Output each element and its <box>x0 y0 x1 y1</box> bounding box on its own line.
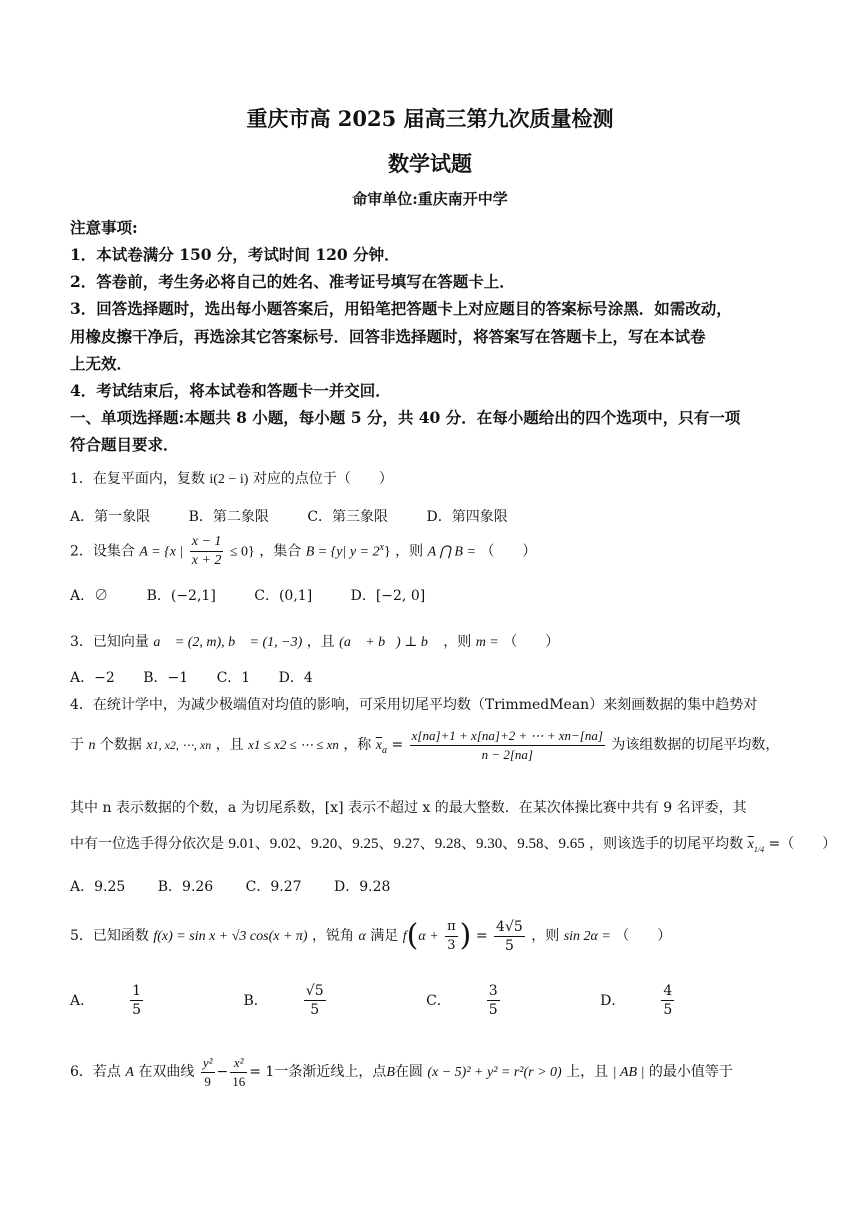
option-c-numerator: 3 <box>488 983 498 999</box>
option-c[interactable]: C．第三象限 <box>307 509 389 525</box>
equals-sign: = <box>391 737 404 753</box>
question-6-text: 的最小值等于 <box>648 1064 733 1080</box>
question-1-stem-end: 对应的点位于（ ） <box>252 471 393 487</box>
y-squared: y² <box>201 1054 215 1073</box>
question-4-line-4 <box>70 832 836 854</box>
value-numerator: 4√5 <box>496 918 523 935</box>
point-a: A <box>125 1065 134 1080</box>
option-d[interactable]: D．9.28 <box>334 879 391 895</box>
function-symbol: f <box>402 929 407 944</box>
fraction-denominator: x + 2 <box>191 553 222 569</box>
question-5-ask: sin 2α = <box>563 929 611 944</box>
hyperbola-rhs: = 1 <box>249 1064 275 1080</box>
note-3-line-3: 上无效． <box>70 354 133 373</box>
option-a[interactable]: A．−2 <box>70 670 115 686</box>
pi-denominator: 3 <box>447 937 456 953</box>
minus-sign: − <box>216 1064 229 1080</box>
section-1-heading-line-1: 一、单项选择题:本题共 8 小题，每小题 5 分，共 40 分．在每小题给出的四个选项中，只有一项 <box>70 408 741 427</box>
option-c[interactable]: C．(0,1] <box>254 588 313 604</box>
option-d[interactable]: D．第四象限 <box>426 509 508 525</box>
option-b-denominator: 5 <box>310 1002 320 1018</box>
option-b[interactable] <box>244 982 394 1019</box>
value-fraction <box>494 918 525 955</box>
question-4-text: 于 <box>70 737 84 753</box>
option-a[interactable]: A．第一象限 <box>70 509 151 525</box>
question-5-paren: （ ） <box>615 928 672 944</box>
equals-sign: = <box>475 928 488 944</box>
set-a-lhs: A = {x | <box>139 544 184 560</box>
question-4-line-2 <box>70 726 779 770</box>
question-2 <box>70 530 536 571</box>
question-6-text: 上，且 <box>566 1064 609 1080</box>
question-3-options <box>70 667 347 687</box>
question-4-text: ，则该选手的切尾平均数 <box>589 836 744 852</box>
note-1: 1．本试卷满分 150 分，考试时间 120 分钟． <box>70 245 400 264</box>
option-c[interactable]: C．9.27 <box>245 879 302 895</box>
option-b-numerator: √5 <box>305 983 324 999</box>
trimmed-mean-symbol: $\overline{x}$ <box>375 738 382 753</box>
denominator-9: 9 <box>204 1073 211 1089</box>
question-4-line-1: 4．在统计学中，为减少极端值对均值的影响，可采用切尾平均数（TrimmedMean）来刻画数据的集中趋势对 <box>70 697 758 713</box>
question-4-text: 为该组数据的切尾平均数， <box>611 737 780 753</box>
exam-subtitle: 数学试题 <box>388 151 472 176</box>
scores-list: 9.01、9.02、9.20、9.25、9.27、9.28、9.30、9.58、9.65 <box>228 836 585 852</box>
question-5-options <box>70 982 776 1019</box>
question-4-text: ，且 <box>215 737 244 753</box>
question-6-text: 在圆 <box>394 1064 423 1080</box>
fraction-numerator: x − 1 <box>190 533 224 552</box>
circle-equation: (x − 5)² + y² = r²(r > 0) <box>427 1065 562 1080</box>
formula-numerator: x[na]+1 + x[na]+2 + ⋯ + xn−[na] <box>410 727 605 746</box>
option-b[interactable]: B．(−2,1] <box>146 588 216 604</box>
trimmed-mean-formula <box>410 727 605 764</box>
function-argument: α + <box>418 929 439 944</box>
value-denominator: 5 <box>504 937 514 954</box>
question-3-stem: 3．已知向量 <box>70 634 149 650</box>
distance-ab: | AB | <box>612 1065 645 1080</box>
option-b[interactable]: B．第二象限 <box>188 509 269 525</box>
question-4-options <box>70 876 424 896</box>
set-b-end: } <box>383 544 391 560</box>
question-2-stem: 2．设集合 <box>70 543 135 560</box>
set-b-exponent: x <box>379 542 384 553</box>
question-2-options <box>70 585 459 605</box>
note-2: 2．答卷前，考生务必将自己的姓名、准考证号填写在答题卡上． <box>70 272 515 291</box>
set-b: B = {y| y = 2 <box>305 544 380 560</box>
vectors: a⃗ = (2, m), b⃗ = (1, −3) <box>153 635 303 650</box>
set-a-rhs: ≤ 0} <box>229 544 255 560</box>
option-a[interactable]: A．9.25 <box>70 879 126 895</box>
option-a[interactable] <box>70 982 211 1019</box>
set-a-fraction <box>190 533 224 570</box>
question-5: 5．已知函数 f(x) = sin x + √3 cos(x + π) ，锐角 α 满足 f(α + $\frac{\pi}{3}$ ) = $\frac{4√5}{5}$ ，则 sin 2α = （ ） <box>70 918 672 954</box>
x-squared: x² <box>230 1054 247 1073</box>
question-3-mid: ，且 <box>306 634 335 650</box>
question-4-text: ，称 <box>343 737 372 753</box>
question-2-mid: ，集合 <box>259 543 302 560</box>
exam-author: 命审单位:重庆南开中学 <box>352 190 508 208</box>
question-6-text: 一条渐近线上，点 <box>274 1064 387 1080</box>
question-1-stem: 1．在复平面内，复数 <box>70 471 205 487</box>
option-a-label: A． <box>70 992 95 1009</box>
option-c-denominator: 5 <box>488 1002 498 1018</box>
option-d-denominator: 5 <box>663 1002 673 1018</box>
option-d[interactable]: D．4 <box>278 670 313 686</box>
ordering-inequality: x1 ≤ x2 ≤ ⋯ ≤ xn <box>248 737 339 752</box>
question-5-text: 满足 <box>370 928 399 944</box>
question-1-expression: i(2 − i) <box>209 472 249 487</box>
pi-over-three <box>445 918 458 955</box>
note-4: 4．考试结束后，将本试卷和答题卡一并交回． <box>70 381 391 400</box>
question-3-post: ，则 <box>443 634 472 650</box>
trimmed-mean-subscript: a <box>381 744 387 756</box>
variable-x: x <box>146 738 153 753</box>
option-d[interactable] <box>600 982 742 1019</box>
note-3-line-1: 3．回答选择题时，选出每小题答案后，用铅笔把答题卡上对应题目的答案标号涂黑．如需改动， <box>70 299 732 318</box>
option-b[interactable]: B．−1 <box>143 670 189 686</box>
hyperbola-term-y <box>201 1054 215 1091</box>
question-3-ask: m = <box>475 635 499 650</box>
note-3-line-2: 用橡皮擦干净后，再选涂其它答案标号．回答非选择题时，将答案写在答题卡上，写在本试卷 <box>70 327 706 346</box>
question-6-text: 在双曲线 <box>138 1064 195 1080</box>
question-6-stem: 6．若点 <box>70 1064 121 1080</box>
variable-n: n <box>88 738 96 753</box>
question-4-paren: =（ ） <box>768 836 837 852</box>
point-b: B <box>386 1065 395 1080</box>
question-2-paren: （ ） <box>480 543 537 560</box>
option-b[interactable]: B．9.26 <box>157 879 214 895</box>
option-a-denominator: 5 <box>132 1002 142 1018</box>
notes-heading: 注意事项: <box>70 218 138 237</box>
variable-alpha: α <box>358 929 366 944</box>
option-c-label: C． <box>426 992 451 1009</box>
option-c[interactable]: C．1 <box>216 670 251 686</box>
option-b-label: B． <box>243 992 268 1009</box>
trimmed-mean-symbol: $\overline{x}$ <box>747 837 754 852</box>
option-d-label: D． <box>600 992 626 1009</box>
question-6 <box>70 1050 733 1095</box>
option-a[interactable]: A．∅ <box>70 588 109 604</box>
intersection: A ⋂ B = <box>427 544 476 560</box>
question-5-text: ，锐角 <box>312 928 355 944</box>
denominator-16: 16 <box>232 1073 246 1089</box>
option-a-numerator: 1 <box>132 983 142 999</box>
pi-numerator: π <box>445 918 458 937</box>
question-4-text: 个数据 <box>99 737 142 753</box>
option-c[interactable] <box>426 982 568 1019</box>
trimmed-mean-coefficient: 1/4 <box>753 844 765 854</box>
formula-denominator: n − 2[na] <box>481 746 533 762</box>
option-d[interactable]: D．[−2, 0] <box>350 588 426 604</box>
question-3-paren: （ ） <box>503 634 560 650</box>
data-sequence: 1, x2, ⋯, xn <box>152 738 212 752</box>
perpendicular-condition: (a⃗ + b⃗) ⊥ b⃗ <box>339 635 439 650</box>
exam-title: 重庆市高 2025 届高三第九次质量检测 <box>246 106 614 131</box>
question-3 <box>70 631 559 651</box>
section-1-heading-line-2: 符合题目要求． <box>70 435 179 454</box>
question-5-stem: 5．已知函数 <box>70 928 149 944</box>
function-definition: f(x) = sin x + √3 cos(x + π) <box>153 929 308 944</box>
question-2-mid-2: ，则 <box>395 543 424 560</box>
question-4-text: 中有一位选手得分依次是 <box>70 836 224 852</box>
question-1-options <box>70 506 542 526</box>
question-5-text: ，则 <box>531 928 560 944</box>
option-d-numerator: 4 <box>663 983 673 999</box>
hyperbola-term-x <box>230 1054 247 1091</box>
question-4-line-3: 其中 n 表示数据的个数，a 为切尾系数，[x] 表示不超过 x 的最大整数．在某次体操比赛中共有 9 名评委，其 <box>70 800 747 816</box>
question-1 <box>70 468 393 488</box>
